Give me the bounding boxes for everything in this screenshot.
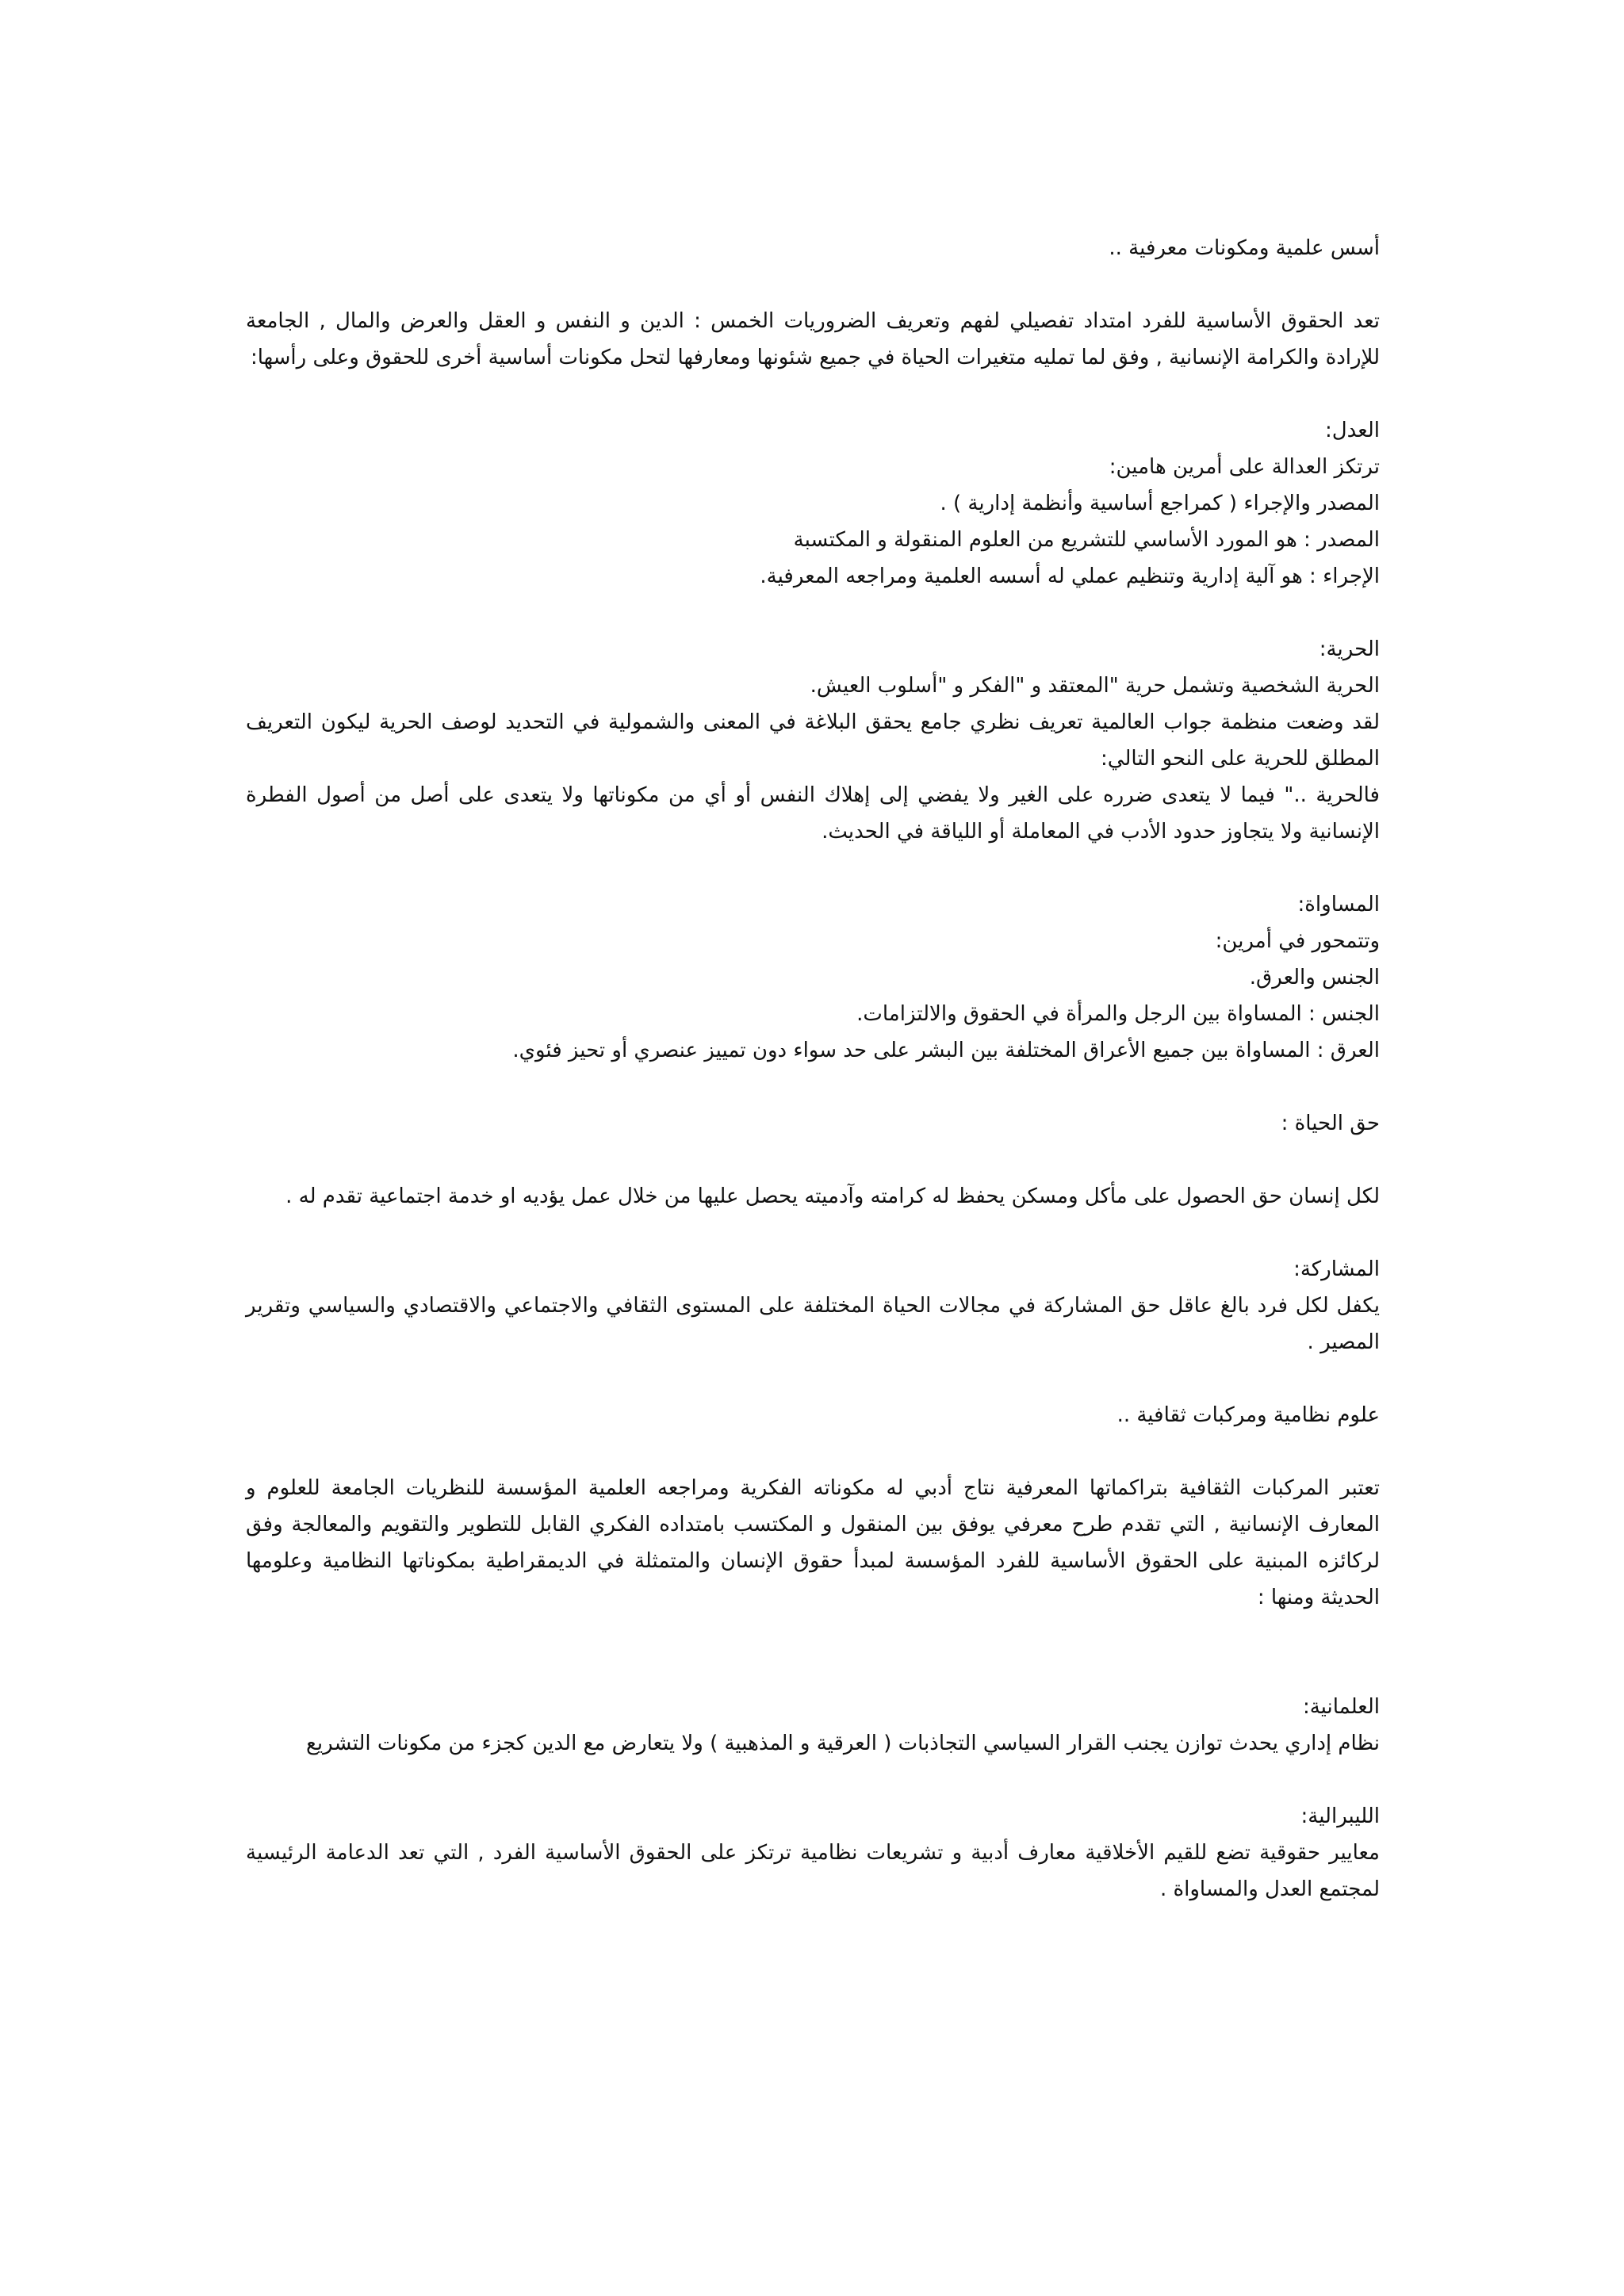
freedom-section xyxy=(246,631,1380,850)
justice-line: المصدر والإجراء ( كمراجع أساسية وأنظمة إدارية ) . xyxy=(940,492,1380,515)
section-heading-cultural: علوم نظامية ومركبات ثقافية .. xyxy=(1116,1403,1380,1427)
justice-section xyxy=(246,412,1380,595)
participation-section xyxy=(246,1251,1380,1360)
justice-line: ترتكز العدالة على أمرين هامين: xyxy=(1109,455,1380,479)
justice-title: العدل: xyxy=(1325,419,1380,442)
life-title: حق الحياة : xyxy=(1281,1112,1380,1135)
participation-paragraph: يكفل لكل فرد بالغ عاقل حق المشاركة في مجالات الحياة المختلفة على المستوى الثقافي والاجتماعي والاقتصادي والسياسي وتقرير المصير . xyxy=(246,1294,1380,1354)
intro-paragraph: تعد الحقوق الأساسية للفرد امتداد تفصيلي لفهم وتعريف الضروريات الخمس : الدين و النفس و العقل والعرض والمال , الجامعة للإرادة والكرامة الإنسانية , وفق لما تمليه متغيرات الحياة في جميع شئونها ومعارفها لتحل مكونات أساسية أخرى للحقوق وعلى رأسها: xyxy=(246,309,1380,369)
equality-line: وتتمحور في أمرين: xyxy=(1215,929,1380,953)
equality-title: المساواة: xyxy=(1297,893,1380,916)
justice-line: المصدر : هو المورد الأساسي للتشريع من العلوم المنقولة و المكتسبة xyxy=(793,528,1380,552)
equality-line: العرق : المساواة بين جميع الأعراق المختلفة بين البشر على حد سواء دون تمييز عنصري أو تحيز فئوي. xyxy=(512,1039,1380,1062)
justice-line: الإجراء : هو آلية إدارية وتنظيم عملي له أسسه العلمية ومراجعه المعرفية. xyxy=(760,564,1380,588)
secularism-section xyxy=(246,1689,1380,1762)
liberalism-section xyxy=(246,1798,1380,1908)
freedom-line: لقد وضعت منظمة جواب العالمية تعريف نظري جامع يحقق البلاغة في المعنى والشمولية في التحديد لوصف الحرية ليكون التعريف المطلق للحرية على النحو التالي: xyxy=(246,710,1380,771)
equality-line: الجنس : المساواة بين الرجل والمرأة في الحقوق والالتزامات. xyxy=(856,1002,1380,1026)
section-heading-foundations: أسس علمية ومكونات معرفية .. xyxy=(1109,236,1380,260)
cultural-paragraph: تعتبر المركبات الثقافية بتراكماتها المعرفية نتاج أدبي له مكوناته الفكرية ومراجعه العلمية المؤسسة للنظريات الجامعة للعلوم و المعارف الإنسانية , التي تقدم طرح معرفي يوفق بين المنقول و المكتسب بامتداده الفكري القابل للتطوير والتقويم والمعالجة وفق لركائزه المبنية على الحقوق الأساسية للفرد المؤسسة لمبدأ حقوق الإنسان والمتمثلة في الديمقراطية بمكوناتها النظامية وعلومها الحديثة ومنها : xyxy=(246,1476,1380,1609)
secularism-title: العلمانية: xyxy=(1302,1695,1380,1719)
liberalism-title: الليبرالية: xyxy=(1300,1804,1380,1828)
freedom-line: الحرية الشخصية وتشمل حرية "المعتقد و "الفكر و "أسلوب العيش. xyxy=(810,674,1380,698)
liberalism-paragraph: معايير حقوقية تضع للقيم الأخلاقية معارف أدبية و تشريعات نظامية ترتكز على الحقوق الأساسية الفرد , التي تعد الدعامة الرئيسية لمجتمع العدل والمساواة . xyxy=(246,1841,1380,1901)
freedom-definition: فالحرية .." فيما لا يتعدى ضرره على الغير ولا يفضي إلى إهلاك النفس أو أي من مكوناتها ولا يتعدى على أصل من أصول الفطرة الإنسانية ولا يتجاوز حدود الأدب في المعاملة أو اللياقة في الحديث. xyxy=(246,783,1380,844)
participation-title: المشاركة: xyxy=(1293,1257,1380,1281)
document-page xyxy=(246,230,1380,1908)
freedom-title: الحرية: xyxy=(1319,637,1380,661)
life-paragraph: لكل إنسان حق الحصول على مأكل ومسكن يحفظ له كرامته وآدميته يحصل عليها من خلال عمل يؤديه او خدمة اجتماعية تقدم له . xyxy=(285,1184,1380,1208)
equality-line: الجنس والعرق. xyxy=(1249,966,1380,989)
secularism-paragraph: نظام إداري يحدث توازن يجنب القرار السياسي التجاذبات ( العرقية و المذهبية ) ولا يتعارض مع الدين كجزء من مكونات التشريع xyxy=(306,1732,1380,1755)
equality-section xyxy=(246,886,1380,1069)
